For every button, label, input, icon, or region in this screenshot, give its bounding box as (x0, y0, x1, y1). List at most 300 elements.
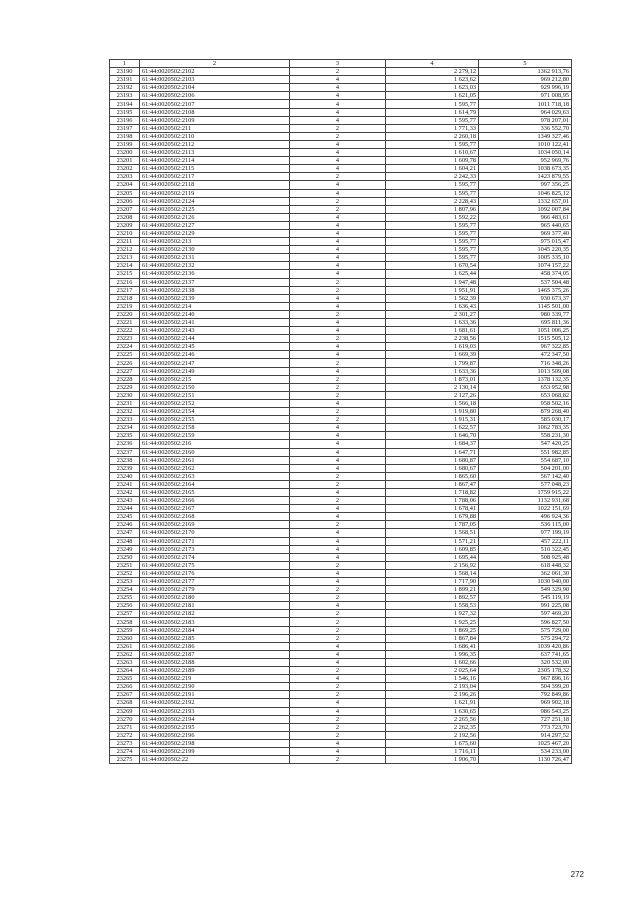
cell-col-5: 549 329,90 (479, 586, 572, 594)
row-number: 23213 (110, 254, 140, 262)
cell-col-4: 2 260,18 (386, 132, 479, 140)
cell-col-4: 1 621,05 (386, 92, 479, 100)
cell-col-5: 1423 879,55 (479, 173, 572, 181)
row-number: 23207 (110, 205, 140, 213)
cell-col-5: 1145 501,00 (479, 302, 572, 310)
cell-col-4: 1 899,21 (386, 586, 479, 594)
cell-col-3: 2 (290, 173, 386, 181)
cell-col-4: 1 623,03 (386, 84, 479, 92)
row-number: 23263 (110, 658, 140, 666)
cell-col-4: 1 595,77 (386, 140, 479, 148)
cell-col-5: 1025 467,20 (479, 739, 572, 747)
cadastral-number: 61:44:0020502:2163 (140, 472, 290, 480)
cell-col-5: 971 008,95 (479, 92, 572, 100)
row-number: 23231 (110, 399, 140, 407)
cell-col-4: 1 718,82 (386, 488, 479, 496)
cell-col-3: 4 (290, 294, 386, 302)
cell-col-3: 4 (290, 108, 386, 116)
cell-col-4: 1 595,77 (386, 181, 479, 189)
cadastral-number: 61:44:0020502:2171 (140, 537, 290, 545)
cell-col-5: 504 399,20 (479, 683, 572, 691)
table-row (110, 319, 572, 327)
cadastral-number: 61:44:0020502:2145 (140, 343, 290, 351)
cell-col-3: 2 (290, 731, 386, 739)
cell-col-5: 618 448,32 (479, 561, 572, 569)
cadastral-number: 61:44:0020502:2108 (140, 108, 290, 116)
cell-col-3: 4 (290, 650, 386, 658)
cell-col-3: 4 (290, 675, 386, 683)
cell-col-5: 1005 335,10 (479, 254, 572, 262)
table-row (110, 132, 572, 140)
column-header-4: 4 (386, 60, 479, 68)
cadastral-number: 61:44:0020502:2103 (140, 76, 290, 84)
cell-col-3: 2 (290, 626, 386, 634)
table-row (110, 691, 572, 699)
table-row (110, 667, 572, 675)
row-number: 23242 (110, 488, 140, 496)
cell-col-5: 1378 132,35 (479, 375, 572, 383)
cell-col-3: 4 (290, 642, 386, 650)
cell-col-4: 1 915,31 (386, 416, 479, 424)
row-number: 23214 (110, 262, 140, 270)
cell-col-3: 2 (290, 586, 386, 594)
cell-col-3: 4 (290, 140, 386, 148)
cell-col-4: 2 238,56 (386, 335, 479, 343)
table-row (110, 278, 572, 286)
cell-col-5: 596 827,50 (479, 618, 572, 626)
cell-col-4: 1 610,67 (386, 149, 479, 157)
table-row (110, 408, 572, 416)
cell-col-4: 1 647,71 (386, 448, 479, 456)
cell-col-3: 2 (290, 594, 386, 602)
cell-col-3: 4 (290, 602, 386, 610)
cell-col-5: 969 377,40 (479, 229, 572, 237)
cell-col-4: 1 680,67 (386, 464, 479, 472)
cell-col-3: 4 (290, 513, 386, 521)
cell-col-5: 567 142,40 (479, 472, 572, 480)
cell-col-5: 1092 007,84 (479, 205, 572, 213)
table-row (110, 189, 572, 197)
cell-col-3: 2 (290, 667, 386, 675)
cell-col-3: 4 (290, 545, 386, 553)
row-number: 23256 (110, 602, 140, 610)
row-number: 23254 (110, 586, 140, 594)
cell-col-3: 4 (290, 578, 386, 586)
cadastral-number: 61:44:0020502:2159 (140, 432, 290, 440)
cell-col-5: 1074 157,22 (479, 262, 572, 270)
cell-col-4: 1 595,77 (386, 246, 479, 254)
table-row (110, 424, 572, 432)
table-row (110, 149, 572, 157)
cell-col-5: 472 347,50 (479, 351, 572, 359)
cell-col-4: 1 951,91 (386, 286, 479, 294)
row-number: 23244 (110, 505, 140, 513)
cadastral-number: 61:44:0020502:2175 (140, 561, 290, 569)
cell-col-5: 575 294,72 (479, 634, 572, 642)
cell-col-4: 1 873,01 (386, 375, 479, 383)
table-row (110, 108, 572, 116)
cell-col-3: 2 (290, 723, 386, 731)
cell-col-3: 2 (290, 124, 386, 132)
table-row (110, 246, 572, 254)
table-row (110, 480, 572, 488)
table-row (110, 602, 572, 610)
table-row (110, 715, 572, 723)
cell-col-3: 4 (290, 707, 386, 715)
cell-col-4: 1 625,44 (386, 270, 479, 278)
cell-col-4: 1 906,70 (386, 756, 479, 764)
cadastral-number: 61:44:0020502:2168 (140, 513, 290, 521)
cadastral-number: 61:44:0020502:2114 (140, 157, 290, 165)
cell-col-4: 1 996,35 (386, 650, 479, 658)
cell-col-4: 2 262,35 (386, 723, 479, 731)
cadastral-number: 61:44:0020502:2138 (140, 286, 290, 294)
cadastral-number: 61:44:0020502:2188 (140, 658, 290, 666)
table-row (110, 440, 572, 448)
table-row (110, 747, 572, 755)
cell-col-5: 458 374,05 (479, 270, 572, 278)
table-row (110, 416, 572, 424)
cell-col-3: 2 (290, 286, 386, 294)
table-row (110, 197, 572, 205)
cell-col-4: 1 867,47 (386, 480, 479, 488)
cell-col-5: 1013 509,08 (479, 367, 572, 375)
cell-col-4: 1 546,16 (386, 675, 479, 683)
cell-col-4: 1 633,36 (386, 367, 479, 375)
cadastral-number: 61:44:0020502:2141 (140, 319, 290, 327)
table-row (110, 578, 572, 586)
table-row (110, 456, 572, 464)
cell-col-3: 4 (290, 343, 386, 351)
cell-col-4: 1 646,70 (386, 432, 479, 440)
cell-col-3: 4 (290, 440, 386, 448)
table-row (110, 157, 572, 165)
row-number: 23208 (110, 213, 140, 221)
table-row (110, 432, 572, 440)
cell-col-5: 551 982,85 (479, 448, 572, 456)
table-row (110, 513, 572, 521)
cell-col-3: 4 (290, 84, 386, 92)
cadastral-number: 61:44:0020502:2147 (140, 359, 290, 367)
cell-col-4: 1 892,57 (386, 594, 479, 602)
cell-col-4: 2 130,14 (386, 383, 479, 391)
cell-col-3: 4 (290, 270, 386, 278)
row-number: 23238 (110, 456, 140, 464)
cell-col-5: 1465 375,26 (479, 286, 572, 294)
cell-col-5: 653 952,98 (479, 383, 572, 391)
cell-col-4: 2 193,04 (386, 683, 479, 691)
cell-col-5: 597 469,20 (479, 610, 572, 618)
cadastral-number: 61:44:0020502:2104 (140, 84, 290, 92)
cell-col-5: 1759 915,22 (479, 488, 572, 496)
cell-col-3: 4 (290, 238, 386, 246)
cadastral-number: 61:44:0020502:2115 (140, 165, 290, 173)
row-number: 23252 (110, 569, 140, 577)
column-header-2: 2 (140, 60, 290, 68)
table-row (110, 521, 572, 529)
cell-col-5: 792 849,86 (479, 691, 572, 699)
table-row (110, 76, 572, 84)
table-row (110, 739, 572, 747)
cadastral-number: 61:44:0020502:2113 (140, 149, 290, 157)
row-number: 23271 (110, 723, 140, 731)
cell-col-3: 2 (290, 521, 386, 529)
cadastral-number: 61:44:0020502:2158 (140, 424, 290, 432)
cell-col-4: 2 242,33 (386, 173, 479, 181)
cell-col-3: 2 (290, 335, 386, 343)
cadastral-number: 61:44:0020502:2124 (140, 197, 290, 205)
cell-col-5: 1039 420,86 (479, 642, 572, 650)
table-row (110, 399, 572, 407)
cell-col-3: 4 (290, 367, 386, 375)
cell-col-3: 2 (290, 561, 386, 569)
cell-col-4: 1 636,43 (386, 302, 479, 310)
cell-col-5: 695 811,36 (479, 319, 572, 327)
cadastral-number: 61:44:0020502:2190 (140, 683, 290, 691)
row-number: 23194 (110, 100, 140, 108)
row-number: 23197 (110, 124, 140, 132)
cell-col-5: 362 061,30 (479, 569, 572, 577)
table-row (110, 529, 572, 537)
cadastral-number: 61:44:0020502:2119 (140, 189, 290, 197)
cell-col-3: 4 (290, 262, 386, 270)
cell-col-5: 986 543,25 (479, 707, 572, 715)
cell-col-3: 2 (290, 416, 386, 424)
cell-col-4: 2 156,92 (386, 561, 479, 569)
cadastral-number: 61:44:0020502:2154 (140, 408, 290, 416)
cadastral-number: 61:44:0020502:2173 (140, 545, 290, 553)
cell-col-5: 1349 327,46 (479, 132, 572, 140)
cell-col-4: 1 595,77 (386, 116, 479, 124)
cell-col-4: 1 799,87 (386, 359, 479, 367)
cell-col-4: 2 025,64 (386, 667, 479, 675)
cell-col-4: 1 568,14 (386, 569, 479, 577)
cadastral-number: 61:44:0020502:2137 (140, 278, 290, 286)
row-number: 23227 (110, 367, 140, 375)
row-number: 23230 (110, 391, 140, 399)
table-row (110, 383, 572, 391)
cell-col-5: 547 420,25 (479, 440, 572, 448)
table-row (110, 124, 572, 132)
cell-col-4: 1 562,39 (386, 294, 479, 302)
cadastral-number: 61:44:0020502:2170 (140, 529, 290, 537)
cell-col-3: 4 (290, 302, 386, 310)
cadastral-number: 61:44:0020502:2109 (140, 116, 290, 124)
cell-col-5: 966 483,61 (479, 213, 572, 221)
cell-col-5: 510 322,45 (479, 545, 572, 553)
cell-col-4: 1 717,90 (386, 578, 479, 586)
cell-col-5: 1515 505,12 (479, 335, 572, 343)
cell-col-4: 2 196,26 (386, 691, 479, 699)
row-number: 23272 (110, 731, 140, 739)
cell-col-4: 1 568,51 (386, 529, 479, 537)
cadastral-number: 61:44:0020502:2167 (140, 505, 290, 513)
row-number: 23268 (110, 699, 140, 707)
table-row (110, 367, 572, 375)
row-number: 23233 (110, 416, 140, 424)
row-number: 23203 (110, 173, 140, 181)
cell-col-4: 1 619,03 (386, 343, 479, 351)
cadastral-number: 61:44:0020502:2125 (140, 205, 290, 213)
cell-col-4: 1 807,96 (386, 205, 479, 213)
cell-col-5: 980 339,77 (479, 310, 572, 318)
cell-col-3: 4 (290, 351, 386, 359)
cadastral-number: 61:44:0020502:2184 (140, 626, 290, 634)
cell-col-5: 575 729,00 (479, 626, 572, 634)
table-row (110, 537, 572, 545)
cadastral-number: 61:44:0020502:2143 (140, 327, 290, 335)
cell-col-3: 2 (290, 497, 386, 505)
cell-col-3: 4 (290, 488, 386, 496)
cell-col-5: 958 502,16 (479, 399, 572, 407)
table-row (110, 254, 572, 262)
row-number: 23210 (110, 229, 140, 237)
cell-col-3: 4 (290, 456, 386, 464)
cell-col-4: 1 925,25 (386, 618, 479, 626)
cell-col-5: 536 115,00 (479, 521, 572, 529)
row-number: 23229 (110, 383, 140, 391)
cell-col-5: 879 268,40 (479, 408, 572, 416)
cell-col-3: 2 (290, 391, 386, 399)
row-number: 23239 (110, 464, 140, 472)
row-number: 23275 (110, 756, 140, 764)
row-number: 23247 (110, 529, 140, 537)
cell-col-5: 1045 220,35 (479, 246, 572, 254)
cadastral-value-table (109, 59, 572, 764)
row-number: 23223 (110, 335, 140, 343)
row-number: 23224 (110, 343, 140, 351)
table-row (110, 505, 572, 513)
cell-col-5: 637 741,65 (479, 650, 572, 658)
cell-col-5: 930 673,37 (479, 294, 572, 302)
row-number: 23240 (110, 472, 140, 480)
row-number: 23241 (110, 480, 140, 488)
cell-col-3: 4 (290, 537, 386, 545)
cell-col-4: 1 595,77 (386, 254, 479, 262)
row-number: 23219 (110, 302, 140, 310)
row-number: 23266 (110, 683, 140, 691)
cadastral-number: 61:44:0020502:2112 (140, 140, 290, 148)
row-number: 23215 (110, 270, 140, 278)
cell-col-5: 1038 673,35 (479, 165, 572, 173)
cadastral-number: 61:44:0020502:2198 (140, 739, 290, 747)
cell-col-4: 1 633,36 (386, 319, 479, 327)
cell-col-3: 4 (290, 100, 386, 108)
row-number: 23204 (110, 181, 140, 189)
cell-col-3: 4 (290, 739, 386, 747)
cadastral-number: 61:44:0020502:2193 (140, 707, 290, 715)
cell-col-3: 4 (290, 319, 386, 327)
cell-col-4: 1 571,21 (386, 537, 479, 545)
cadastral-number: 61:44:0020502:2196 (140, 731, 290, 739)
cell-col-5: 558 231,30 (479, 432, 572, 440)
cadastral-number: 61:44:0020502:213 (140, 238, 290, 246)
cell-col-3: 4 (290, 149, 386, 157)
cell-col-3: 4 (290, 229, 386, 237)
cell-col-3: 2 (290, 68, 386, 76)
row-number: 23260 (110, 634, 140, 642)
cadastral-number: 61:44:0020502:2186 (140, 642, 290, 650)
table-row (110, 472, 572, 480)
cell-col-5: 997 356,25 (479, 181, 572, 189)
cell-col-3: 4 (290, 157, 386, 165)
row-number: 23237 (110, 448, 140, 456)
cell-col-4: 1 679,88 (386, 513, 479, 521)
table-row (110, 92, 572, 100)
row-number: 23195 (110, 108, 140, 116)
row-number: 23264 (110, 667, 140, 675)
cell-col-5: 975 015,47 (479, 238, 572, 246)
cadastral-number: 61:44:0020502:2129 (140, 229, 290, 237)
cell-col-4: 1 669,39 (386, 351, 479, 359)
cell-col-4: 1 947,48 (386, 278, 479, 286)
cell-col-5: 1051 006,25 (479, 327, 572, 335)
cell-col-4: 1 681,61 (386, 327, 479, 335)
row-number: 23243 (110, 497, 140, 505)
cell-col-3: 4 (290, 327, 386, 335)
cell-col-3: 2 (290, 480, 386, 488)
table-row (110, 221, 572, 229)
table-row (110, 270, 572, 278)
cadastral-number: 61:44:0020502:2176 (140, 569, 290, 577)
cadastral-number: 61:44:0020502:2149 (140, 367, 290, 375)
cell-col-3: 2 (290, 132, 386, 140)
cadastral-number: 61:44:0020502:2194 (140, 715, 290, 723)
cell-col-4: 2 127,26 (386, 391, 479, 399)
cell-col-3: 4 (290, 747, 386, 755)
cell-col-5: 1034 050,14 (479, 149, 572, 157)
cadastral-number: 61:44:0020502:2144 (140, 335, 290, 343)
cell-col-3: 4 (290, 165, 386, 173)
cell-col-3: 4 (290, 221, 386, 229)
cadastral-number: 61:44:0020502:2106 (140, 92, 290, 100)
cell-col-5: 534 233,00 (479, 747, 572, 755)
row-number: 23198 (110, 132, 140, 140)
row-number: 23220 (110, 310, 140, 318)
cell-col-3: 4 (290, 529, 386, 537)
cell-col-4: 1 716,11 (386, 747, 479, 755)
cadastral-number: 61:44:0020502:2179 (140, 586, 290, 594)
cell-col-4: 1 684,37 (386, 440, 479, 448)
table-row (110, 610, 572, 618)
row-number: 23257 (110, 610, 140, 618)
row-number: 23193 (110, 92, 140, 100)
table-row (110, 756, 572, 764)
table-row (110, 618, 572, 626)
row-number: 23245 (110, 513, 140, 521)
cell-col-5: 1130 726,47 (479, 756, 572, 764)
row-number: 23250 (110, 553, 140, 561)
cell-col-3: 2 (290, 278, 386, 286)
cadastral-number: 61:44:0020502:2191 (140, 691, 290, 699)
cell-col-5: 969 902,18 (479, 699, 572, 707)
cadastral-number: 61:44:0020502:216 (140, 440, 290, 448)
row-number: 23192 (110, 84, 140, 92)
cadastral-number: 61:44:0020502:2180 (140, 594, 290, 602)
cadastral-number: 61:44:0020502:22 (140, 756, 290, 764)
cadastral-number: 61:44:0020502:2139 (140, 294, 290, 302)
row-number: 23212 (110, 246, 140, 254)
cell-col-4: 1 592,22 (386, 213, 479, 221)
cell-col-5: 1046 825,12 (479, 189, 572, 197)
table-row (110, 488, 572, 496)
table-row (110, 335, 572, 343)
cell-col-4: 2 301,27 (386, 310, 479, 318)
cadastral-number: 61:44:0020502:214 (140, 302, 290, 310)
column-header-5: 5 (479, 60, 572, 68)
cadastral-number: 61:44:0020502:215 (140, 375, 290, 383)
column-header-3: 3 (290, 60, 386, 68)
